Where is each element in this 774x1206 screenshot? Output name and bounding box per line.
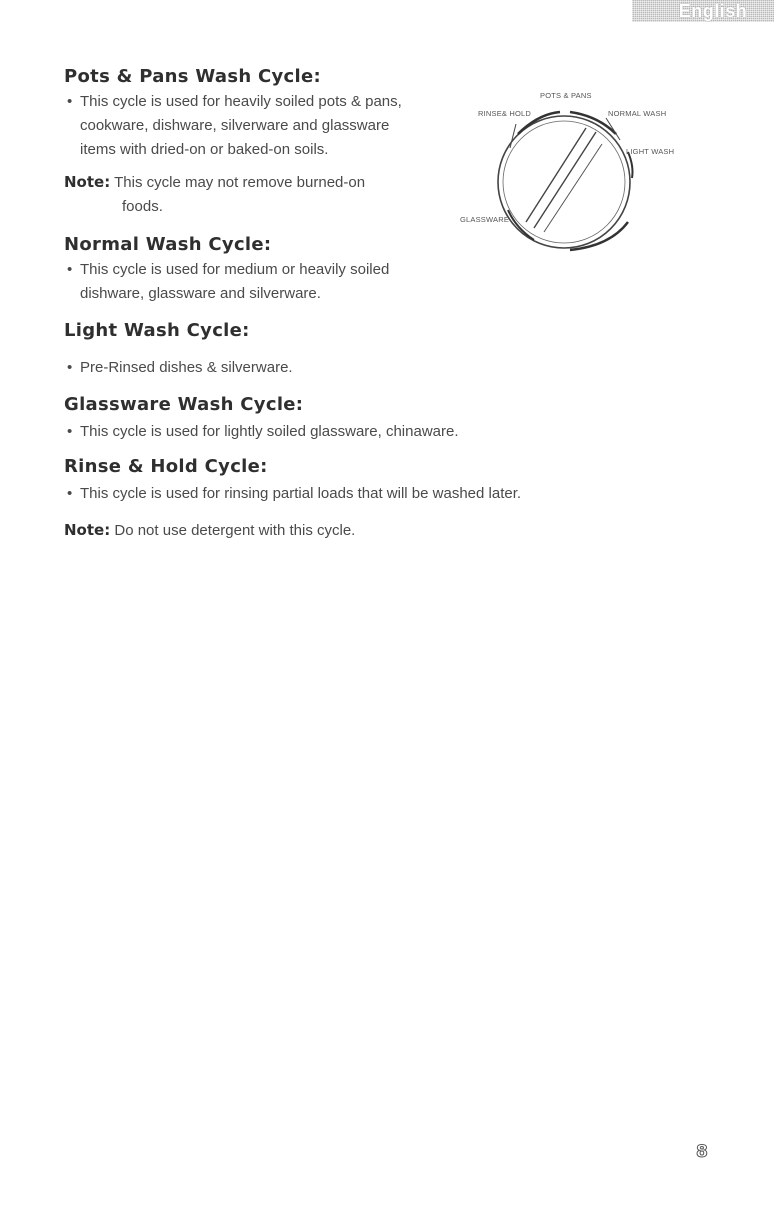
normal-wash-bullet [64,258,724,306]
dial-label-glassware: GLASSWARE [460,215,510,224]
bullet-line: Pre-Rinsed dishes & silverware. [80,359,293,376]
bullet-line: items with dried-on or baked-on soils. [80,141,329,158]
cycle-dial-diagram [450,82,700,252]
glassware-wash-heading: Glassware Wash Cycle: [64,394,304,415]
rinse-hold-note [64,518,724,543]
note-text: Do not use detergent with this cycle. [114,522,356,539]
dial-leader-line [510,124,516,148]
cycle-dial-svg [450,82,700,252]
dial-pointer-line [526,128,586,222]
dial-label-normal-wash: NORMAL WASH [608,109,667,118]
dial-label-pots-pans: POTS & PANS [540,91,592,100]
bullet-dot: • [67,485,73,502]
bullet-line: This cycle is used for rinsing partial loads that will be washed later. [80,485,522,502]
bullet-line: This cycle is used for medium or heavily soiled [80,261,390,278]
page-number: 8 [696,1142,708,1162]
light-wash-heading: Light Wash Cycle: [64,320,250,341]
glassware-wash-section [64,394,724,444]
bullet-dot: • [67,423,73,440]
rinse-hold-section [64,456,724,543]
note-text: foods. [122,198,163,215]
bullet-line: dishware, glassware and silverware. [80,285,321,302]
note-text: This cycle may not remove burned-on [114,174,366,191]
bullet-line: This cycle is used for lightly soiled glassware, chinaware. [80,423,459,440]
dial-label-light-wash: LIGHT WASH [626,147,675,156]
rinse-hold-heading: Rinse & Hold Cycle: [64,456,268,477]
light-wash-section [64,320,724,380]
glassware-wash-bullet [64,420,724,444]
dial-label-rinse-hold: RINSE& HOLD [478,109,532,118]
light-wash-bullet [64,356,724,380]
bullet-dot: • [67,359,73,376]
normal-wash-heading: Normal Wash Cycle: [64,234,272,255]
rinse-hold-bullet [64,482,724,506]
bullet-line: cookware, dishware, silverware and glassware [80,117,390,134]
pots-pans-heading: Pots & Pans Wash Cycle: [64,66,322,87]
note-label: Note: [64,173,111,191]
dial-pointer-line [544,144,602,232]
bullet-dot: • [67,261,73,278]
dial-pointer-line [534,132,596,228]
bullet-dot: • [67,93,73,110]
language-tab: English [632,0,774,22]
bullet-line: This cycle is used for heavily soiled pots & pans, [80,93,402,110]
note-label: Note: [64,521,111,539]
